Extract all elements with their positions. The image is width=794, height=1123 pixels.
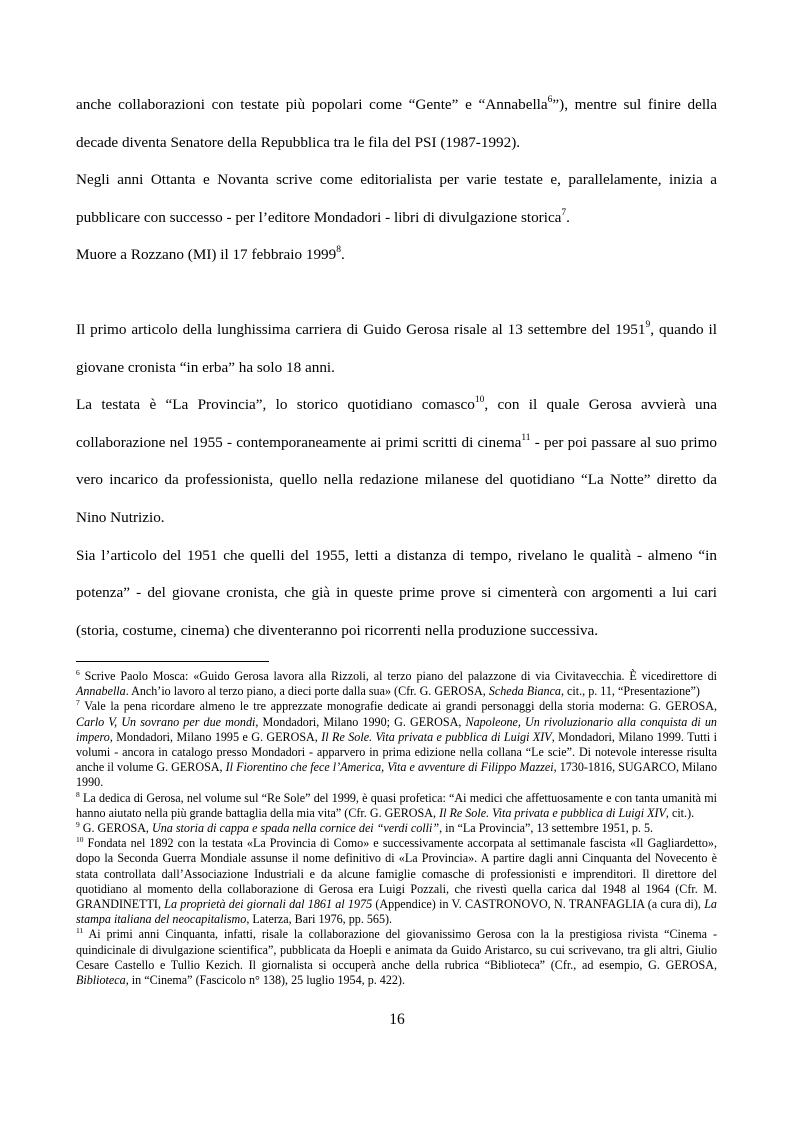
text-run: Scrive Paolo Mosca: «Guido Gerosa lavora alla Rizzoli, al terzo piano del palazzone di via Civitavecchia. È vicedirettore di	[79, 669, 717, 683]
text-run: ”), mentre sul finire della decade diventa Senatore della Repubblica tra le fila del PSI (1987-1992).	[76, 96, 718, 151]
footnote-ref: 10	[474, 395, 485, 406]
paragraph	[76, 86, 717, 161]
text-run: , in “La Provincia”, 13 settembre 1951, p. 5.	[439, 821, 654, 836]
footnote	[76, 669, 717, 699]
text-run: , Mondadori, Milano 1990; G. GEROSA,	[255, 714, 466, 729]
text-run: Ai primi anni Cinquanta, infatti, risale la collaborazione del giovanissimo Gerosa con la la prestigiosa rivista “Cinema - quindicinale di divulgazione scientifica”, pubblicata da Hoepli e animata da Guido Aristarco, su cui scrivevano, tra gli altri, Giulio Cesare Castello e Tullio Kezich. Il giornalista si occuperà anche della rubrica “Biblioteca” (Cfr., ad esempio, G. GEROSA,	[76, 927, 717, 972]
footnote-ref: 11	[521, 432, 531, 443]
text-run: , con il quale Gerosa avvierà una collaborazione nel 1955 - contemporaneamente ai primi scritti di cinema	[76, 396, 717, 451]
paragraph	[76, 537, 717, 650]
italic-text: Il Re Sole. Vita privata e pubblica di Luigi XIV	[439, 805, 666, 820]
footnote	[76, 699, 717, 790]
page-number: 16	[389, 1011, 405, 1028]
text-run: .	[566, 208, 570, 226]
footnote	[76, 927, 717, 988]
italic-text: La proprietà dei giornali dal 1861 al 1975	[164, 897, 373, 912]
text-run: - per poi passare al suo primo vero incarico da professionista, quello nella redazione milanese del quotidiano “La Notte” diretto da Nino Nutrizio.	[76, 433, 718, 526]
text-run: Vale la pena ricordare almeno le tre apprezzate monografie dedicate ai grandi personaggi della storia moderna: G. GEROSA,	[79, 699, 717, 714]
text-run: anche collaborazioni con testate più popolari come “Gente” e “Annabella	[76, 96, 548, 113]
footnote-ref: 7	[561, 207, 567, 218]
text-run: (Appendice) in V. CASTRONOVO, N. TRANFAGLIA (a cura di),	[372, 897, 705, 912]
footnote-ref: 8	[336, 245, 341, 256]
text-run: , in “Cinema” (Fascicolo n° 138), 25 luglio 1954, p. 422).	[125, 973, 405, 988]
paragraph	[76, 386, 717, 536]
footnote-ref: 6	[76, 667, 80, 677]
footnote-ref: 7	[76, 698, 80, 708]
footnote-ref: 6	[547, 94, 553, 105]
italic-text: Il Fiorentino che fece l’America, Vita e avventure di Filippo Mazzei	[225, 760, 554, 775]
footnote-ref: 11	[76, 926, 84, 936]
footnote	[76, 836, 717, 927]
footnote	[76, 821, 717, 836]
body-text	[76, 86, 717, 649]
italic-text: Annabella	[76, 684, 126, 699]
footnote-ref: 10	[76, 835, 84, 845]
italic-text: Una storia di cappa e spada nella cornice dei “verdi colli”	[151, 821, 440, 836]
text-run: , 1730-1816, SUGARCO, Milano 1990.	[76, 760, 717, 790]
italic-text: Carlo V, Un sovrano per due mondi	[76, 714, 256, 729]
footnote-separator	[76, 661, 269, 662]
text-run: , cit., p. 11, “Presentazione”)	[560, 684, 700, 699]
text-run: , Mondadori, Milano 1995 e G. GEROSA,	[109, 729, 322, 744]
italic-text: La stampa italiana del neocapitalismo	[76, 897, 717, 927]
text-run: Negli anni Ottanta e Novanta scrive come editorialista per varie testate e, parallelamente, inizia a pubblicare con successo - per l’editore Mondadori - libri di divulgazione storica	[76, 171, 717, 226]
text-run: .	[340, 246, 345, 264]
text-run: La testata è “La Provincia”, lo storico quotidiano comasco	[76, 396, 475, 414]
text-run: . Anch’io lavoro al terzo piano, a dieci porte dalla sua» (Cfr. G. GEROSA,	[125, 684, 489, 699]
footnotes	[76, 669, 717, 988]
text-run: , Mondadori, Milano 1999. Tutti i volumi - ancora in catalogo presso Mondadori - apparvero in prima edizione nella collana “Le scie”. Di notevole interesse risulta anche il volume G. GEROSA,	[76, 729, 717, 775]
text-run: Sia l’articolo del 1951 che quelli del 1955, letti a distanza di tempo, rivelano le qualità - almeno “in potenza” - del giovane cronista, che già in queste prime prove si cimenterà con argomenti a lui cari (storia, costume, cinema) che diventeranno poi ricorrenti nella produzione successiva.	[76, 546, 717, 639]
italic-text: Napoleone, Un rivoluzionario alla conquista di un impero	[76, 714, 717, 744]
paragraph	[76, 236, 717, 274]
italic-text: Il Re Sole. Vita privata e pubblica di Luigi XIV	[321, 729, 552, 744]
text-run: , Laterza, Bari 1976, pp. 565).	[246, 912, 393, 927]
text-run: G. GEROSA,	[79, 821, 152, 836]
text-run: Muore a Rozzano (MI) il 17 febbraio 1999	[76, 246, 337, 264]
text-run: Il primo articolo della lunghissima carriera di Guido Gerosa risale al 13 settembre del 1951	[76, 320, 646, 338]
paragraph	[76, 161, 717, 236]
paragraph	[76, 311, 717, 386]
text-run: , quando il giovane cronista “in erba” ha solo 18 anni.	[76, 320, 717, 376]
paragraph-gap	[76, 274, 717, 311]
footnote-ref: 9	[76, 820, 80, 829]
text-run: Fondata nel 1892 con la testata «La Provincia di Como» e successivamente accorpata al settimanale fascista «Il Gagliardetto», dopo la Seconda Guerra Mondiale assunse il nome definitivo di «La Provincia». A partire dagli anni Cinquanta del Novecento è stata controllata dall’Associazione Industriali e da alcune famiglie comasche di professionisti e imprenditori. Il direttore del quotidiano al momento della collaborazione di Gerosa era Luigi Pozzali, che rivestì quella carica dal 1948 al 1964 (Cfr. M. GRANDINETTI,	[76, 836, 717, 912]
italic-text: Scheda Bianca	[488, 684, 561, 699]
text-run: La dedica di Gerosa, nel volume sul “Re Sole” del 1999, è quasi profetica: “Ai medici che affettuosamente e con tanta umanità mi hanno aiutato nella più grande battaglia della mia vita” (Cfr. G. GEROSA,	[76, 790, 717, 820]
footnote	[76, 791, 717, 821]
text-run: , cit.).	[665, 805, 695, 820]
footnote-ref: 9	[645, 319, 651, 330]
footnote-ref: 8	[76, 789, 80, 799]
italic-text: Biblioteca	[76, 973, 126, 988]
